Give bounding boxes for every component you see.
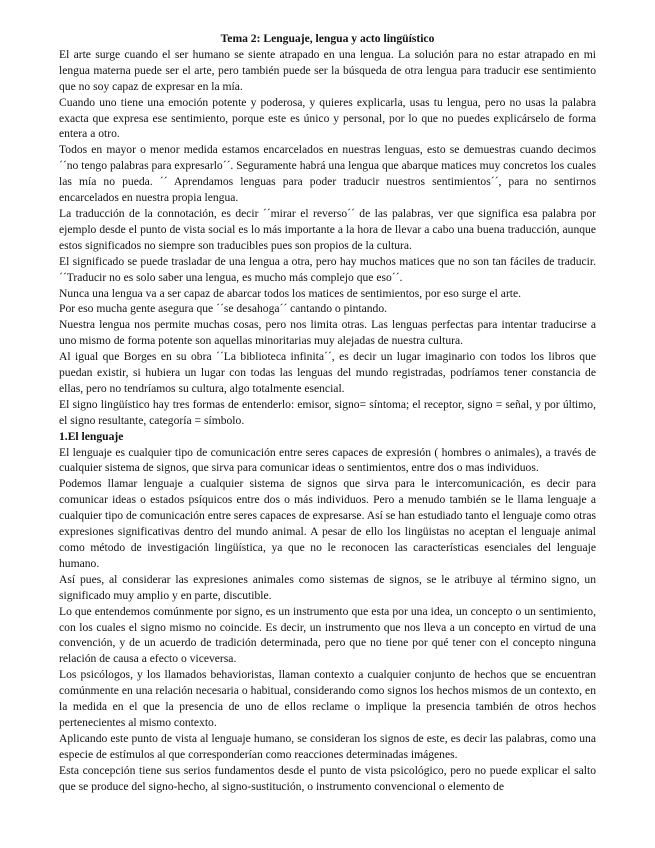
paragraph: El lenguaje es cualquier tipo de comunicación entre seres capaces de expresión ( hombres o animales), a través de cualquier sistema de signos, que sirva para comunicar ideas o sentimientos, entre dos o mas individuos.: [59, 445, 596, 475]
paragraph: Por eso mucha gente asegura que ´´se desahoga´´ cantando o pintando.: [59, 302, 388, 316]
paragraph: La traducción de la connotación, es decir ´´mirar el reverso´´ de las palabras, ver que significa esa palabra por ejemplo desde el punto de vista social es lo más importante a la hora de llevar a cabo una buena traducción, aunque estos significados no siempre son traducibles pues son propios de la cultura.: [59, 206, 596, 252]
paragraph: El significado se puede trasladar de una lengua a otra, pero hay muchos matices que no son tan fáciles de traducir. ´´Traducir no es solo saber una lengua, es mucho más complejo que eso´´.: [59, 254, 596, 284]
paragraph: Nuestra lengua nos permite muchas cosas, pero nos limita otras. Las lenguas perfectas para intentar traducirse a uno mismo de forma potente son aquellas minoritarias muy alejadas de nuestra cultura.: [59, 318, 596, 348]
paragraph: Esta concepción tiene sus serios fundamentos desde el punto de vista psicológico, pero no puede explicar el salto que se produce del signo-hecho, al signo-sustitución, o instrumento convencional o elemento de: [59, 763, 596, 793]
document-page: [59, 31, 596, 795]
paragraph: El signo lingüístico hay tres formas de entenderlo: emisor, signo= síntoma; el receptor, signo = señal, y por último, el signo resultante, categoría = símbolo.: [59, 397, 596, 427]
paragraph: Aplicando este punto de vista al lenguaje humano, se consideran los signos de este, es decir las palabras, como una especie de estímulos al que corresponderían como reacciones determinadas imágenes.: [59, 731, 596, 761]
paragraph: Así pues, al considerar las expresiones animales como sistemas de signos, se le atribuye al término signo, un significado muy amplio y en parte, discutible.: [59, 572, 596, 602]
paragraph: Lo que entendemos comúnmente por signo, es un instrumento que esta por una idea, un concepto o un sentimiento, con los cuales el signo mismo no coincide. Es decir, un instrumento que nos lleva a un concepto en virtud de una convención, y de un acuerdo de tradición determinada, pero que no tiene por qué tener con el concepto ninguna relación de causa a efecto o viceversa.: [59, 604, 596, 666]
paragraph: Al igual que Borges en su obra ´´La biblioteca infinita´´, es decir un lugar imaginario con todos los libros que puedan existir, si hubiera un lugar con todas las lenguas del mundo registradas, podríamos tener constancia de ellas, pero no tendríamos su cultura, algo totalmente esencial.: [59, 350, 596, 395]
paragraph: Podemos llamar lenguaje a cualquier sistema de signos que sirva para le intercomunicación, es decir para comunicar ideas o estados psíquicos entre dos o más individuos. Pero a menudo también se le llama lenguaje a cualquier tipo de comunicación entre seres capaces de expresarse. Así se han estudiado tanto el lenguaje como otras expresiones significativas dentro del mundo animal. A pesar de ello los lingüistas no aceptan el lenguaje animal como método de investigación lingüística, ya que no le reconocen las características esenciales del lenguaje humano.: [59, 477, 596, 570]
paragraph: Nunca una lengua va a ser capaz de abarcar todos los matices de sentimientos, por eso surge el arte.: [59, 286, 522, 300]
paragraph: Los psicólogos, y los llamados behavioristas, llaman contexto a cualquier conjunto de hechos que se encuentran comúnmente en una relación necesaria o habitual, considerando como signos los hechos mismos de un contexto, en la medida en el que la presencia de uno de ellos reclame o implique la presencia también de otros hechos pertenecientes al mismo contexto.: [59, 668, 596, 729]
paragraph: Cuando uno tiene una emoción potente y poderosa, y quieres explicarla, usas tu lengua, pero no usas la palabra exacta que expresa ese sentimiento, porque este es único y personal, por lo que no puedes explicárselo de forma entera a otro.: [59, 95, 596, 141]
document-title: Tema 2: Lenguaje, lengua y acto lingüístico: [220, 32, 435, 45]
section-heading: 1.El lenguaje: [59, 429, 124, 443]
paragraph: Todos en mayor o menor medida estamos encarcelados en nuestras lenguas, esto se demuestras cuando decimos ´´no tengo palabras para expresarlo´´. Seguramente habrá una lengua que abarque matices muy concretos los cuales las mía no pueda. ´´ Aprendamos lenguas para poder traducir nuestros sentimientos´´, para no sentirnos encarcelados en nuestra propia lengua.: [59, 143, 596, 205]
paragraph: El arte surge cuando el ser humano se siente atrapado en una lengua. La solución para no estar atrapado en mi lengua materna puede ser el arte, pero también puede ser la búsqueda de otra lengua para traducir ese sentimiento que no soy capaz de expresar en la mía.: [59, 47, 596, 93]
